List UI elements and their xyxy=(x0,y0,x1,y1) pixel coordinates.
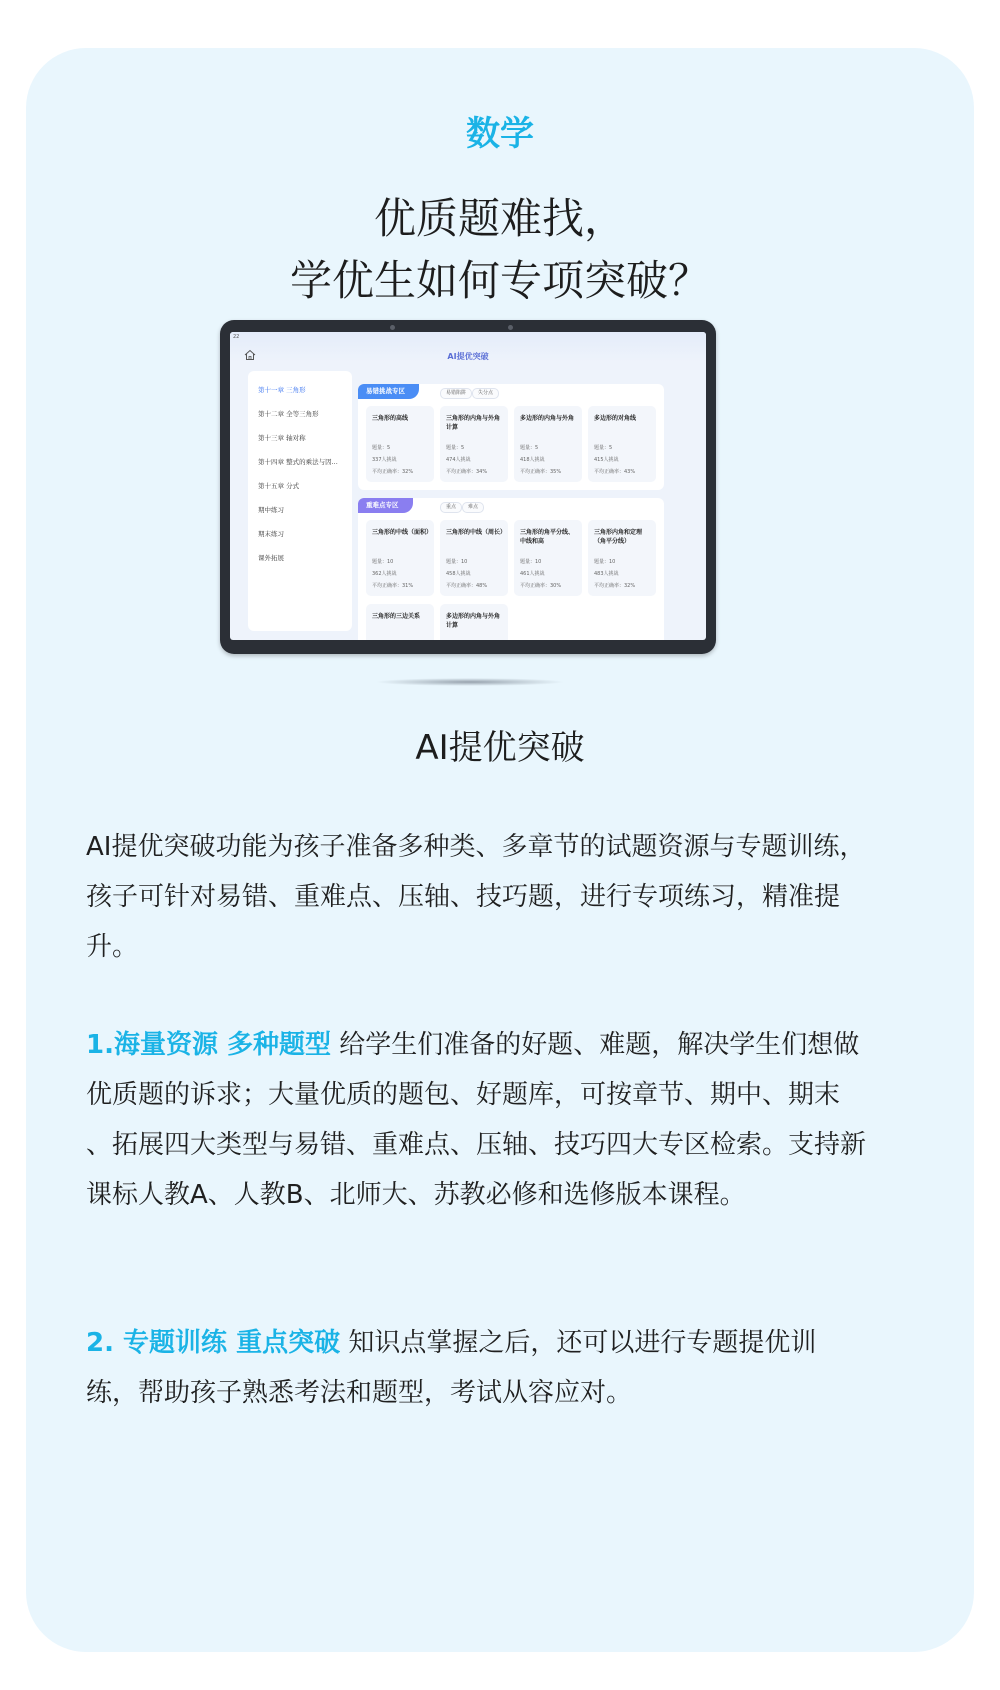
card-count: 题量：5 xyxy=(446,445,465,451)
card-rate: 平均正确率：43% xyxy=(594,469,636,475)
filter-pill-trap[interactable]: 易错陷阱 xyxy=(440,388,472,399)
sidebar-item-final[interactable]: 期末练习 xyxy=(258,530,284,538)
camera-dot xyxy=(508,325,513,330)
card-rate: 平均正确率：35% xyxy=(520,469,562,475)
card-people: 415人挑战 xyxy=(594,457,619,463)
card-title: 三角形内角和定理（角平分线） xyxy=(594,529,643,545)
panel-tag-error: 易错挑战专区 xyxy=(358,384,419,399)
card-title: 三角形的角平分线、中线和高 xyxy=(520,529,575,545)
point-1-highlight: 1.海量资源 多种题型 xyxy=(86,1030,332,1060)
point-1-text: 给学生们准备的好题、难题，解决学生们想做优质题的诉求；大量优质的题包、好题库，可按章节、期中、期末 、拓展四大类型与易错、重难点、压轴、技巧四大专区检索。支持新课标人教A、人教B、北师大、苏教必修和选修版本课程。 xyxy=(86,1030,867,1210)
point-2-text: 知识点掌握之后，还可以进行专题提优训练，帮助孩子熟悉考法和题型，考试从容应对。 xyxy=(86,1328,817,1408)
card-people: 474人挑战 xyxy=(446,457,471,463)
filter-pill-lost-points[interactable]: 失分点 xyxy=(472,388,499,399)
card-title: 多边形的内角与外角 xyxy=(520,415,575,422)
card-rate: 平均正确率：48% xyxy=(446,583,488,589)
card-rate: 平均正确率：32% xyxy=(594,583,636,589)
tablet-shadow xyxy=(375,678,565,686)
sidebar-item-extension[interactable]: 课外拓展 xyxy=(258,554,284,562)
subject-title: 数学 xyxy=(466,114,534,154)
screen-title: AI提优突破 xyxy=(447,352,489,361)
sidebar-item-midterm[interactable]: 期中练习 xyxy=(258,506,284,514)
card-people: 461人挑战 xyxy=(520,571,545,577)
question-card[interactable] xyxy=(366,604,434,640)
tablet-mockup xyxy=(220,320,716,654)
sidebar-item-chapter-13[interactable]: 第十三章 轴对称 xyxy=(258,434,306,442)
question-card[interactable] xyxy=(440,520,508,596)
card-title: 三角形的三边关系 xyxy=(372,613,421,620)
question-card[interactable] xyxy=(514,406,582,482)
card-count: 题量：10 xyxy=(594,559,616,565)
point-2-highlight: 2. 专题训练 重点突破 xyxy=(86,1328,341,1358)
card-title: 三角形的内角与外角计算 xyxy=(446,415,501,431)
card-count: 题量：5 xyxy=(372,445,391,451)
question-card[interactable] xyxy=(514,520,582,596)
card-people: 337人挑战 xyxy=(372,457,397,463)
card-title: 三角形的高线 xyxy=(372,415,409,422)
key-difficult-panel xyxy=(358,498,664,640)
filter-pill-difficult[interactable]: 难点 xyxy=(462,502,484,513)
sidebar-item-chapter-15[interactable]: 第十五章 分式 xyxy=(258,482,300,490)
card-people: 458人挑战 xyxy=(446,571,471,577)
card-rate: 平均正确率：31% xyxy=(372,583,414,589)
headline-line-2: 学优生如何专项突破？ xyxy=(289,256,710,305)
error-challenge-panel xyxy=(358,384,664,490)
chapter-sidebar xyxy=(248,371,352,631)
card-count: 题量：5 xyxy=(520,445,539,451)
question-card[interactable] xyxy=(366,520,434,596)
status-time: 22 xyxy=(233,334,240,340)
filter-pill-key[interactable]: 重点 xyxy=(440,502,462,513)
question-card[interactable] xyxy=(366,406,434,482)
sidebar-item-chapter-14[interactable]: 第十四章 整式的乘法与因... xyxy=(258,458,338,466)
point-1-paragraph xyxy=(86,1020,866,1220)
card-people: 418人挑战 xyxy=(520,457,545,463)
feature-title: AI提优突破 xyxy=(415,728,585,768)
card-count: 题量：10 xyxy=(372,559,394,565)
card-title: 多边形的内角与外角计算 xyxy=(446,613,501,629)
card-title: 三角形的中线（面积） xyxy=(372,529,433,536)
question-card[interactable] xyxy=(588,406,656,482)
card-rate: 平均正确率：34% xyxy=(446,469,488,475)
card-people: 362人挑战 xyxy=(372,571,397,577)
card-people: 483人挑战 xyxy=(594,571,619,577)
card-rate: 平均正确率：30% xyxy=(520,583,562,589)
card-rate: 平均正确率：32% xyxy=(372,469,414,475)
headline xyxy=(26,188,974,312)
card-count: 题量：5 xyxy=(594,445,613,451)
sensor-dot xyxy=(390,325,395,330)
home-icon[interactable] xyxy=(244,349,256,361)
tablet-screen xyxy=(230,332,706,640)
point-2-paragraph xyxy=(86,1318,866,1418)
panel-tag-key: 重难点专区 xyxy=(358,498,413,513)
question-card[interactable] xyxy=(588,520,656,596)
headline-line-1: 优质题难找， xyxy=(373,194,626,243)
card-title: 三角形的中线（周长） xyxy=(446,529,507,536)
sidebar-item-chapter-12[interactable]: 第十二章 全等三角形 xyxy=(258,410,319,418)
card-title: 多边形的对角线 xyxy=(594,415,637,422)
question-card[interactable] xyxy=(440,406,508,482)
card-count: 题量：10 xyxy=(520,559,542,565)
sidebar-item-chapter-11[interactable]: 第十一章 三角形 xyxy=(258,386,306,394)
description-paragraph: AI提优突破功能为孩子准备多种类、多章节的试题资源与专题训练，孩子可针对易错、重难点、压轴、技巧题，进行专项练习，精准提升。 xyxy=(86,832,866,962)
card-count: 题量：10 xyxy=(446,559,468,565)
question-card[interactable] xyxy=(440,604,508,640)
